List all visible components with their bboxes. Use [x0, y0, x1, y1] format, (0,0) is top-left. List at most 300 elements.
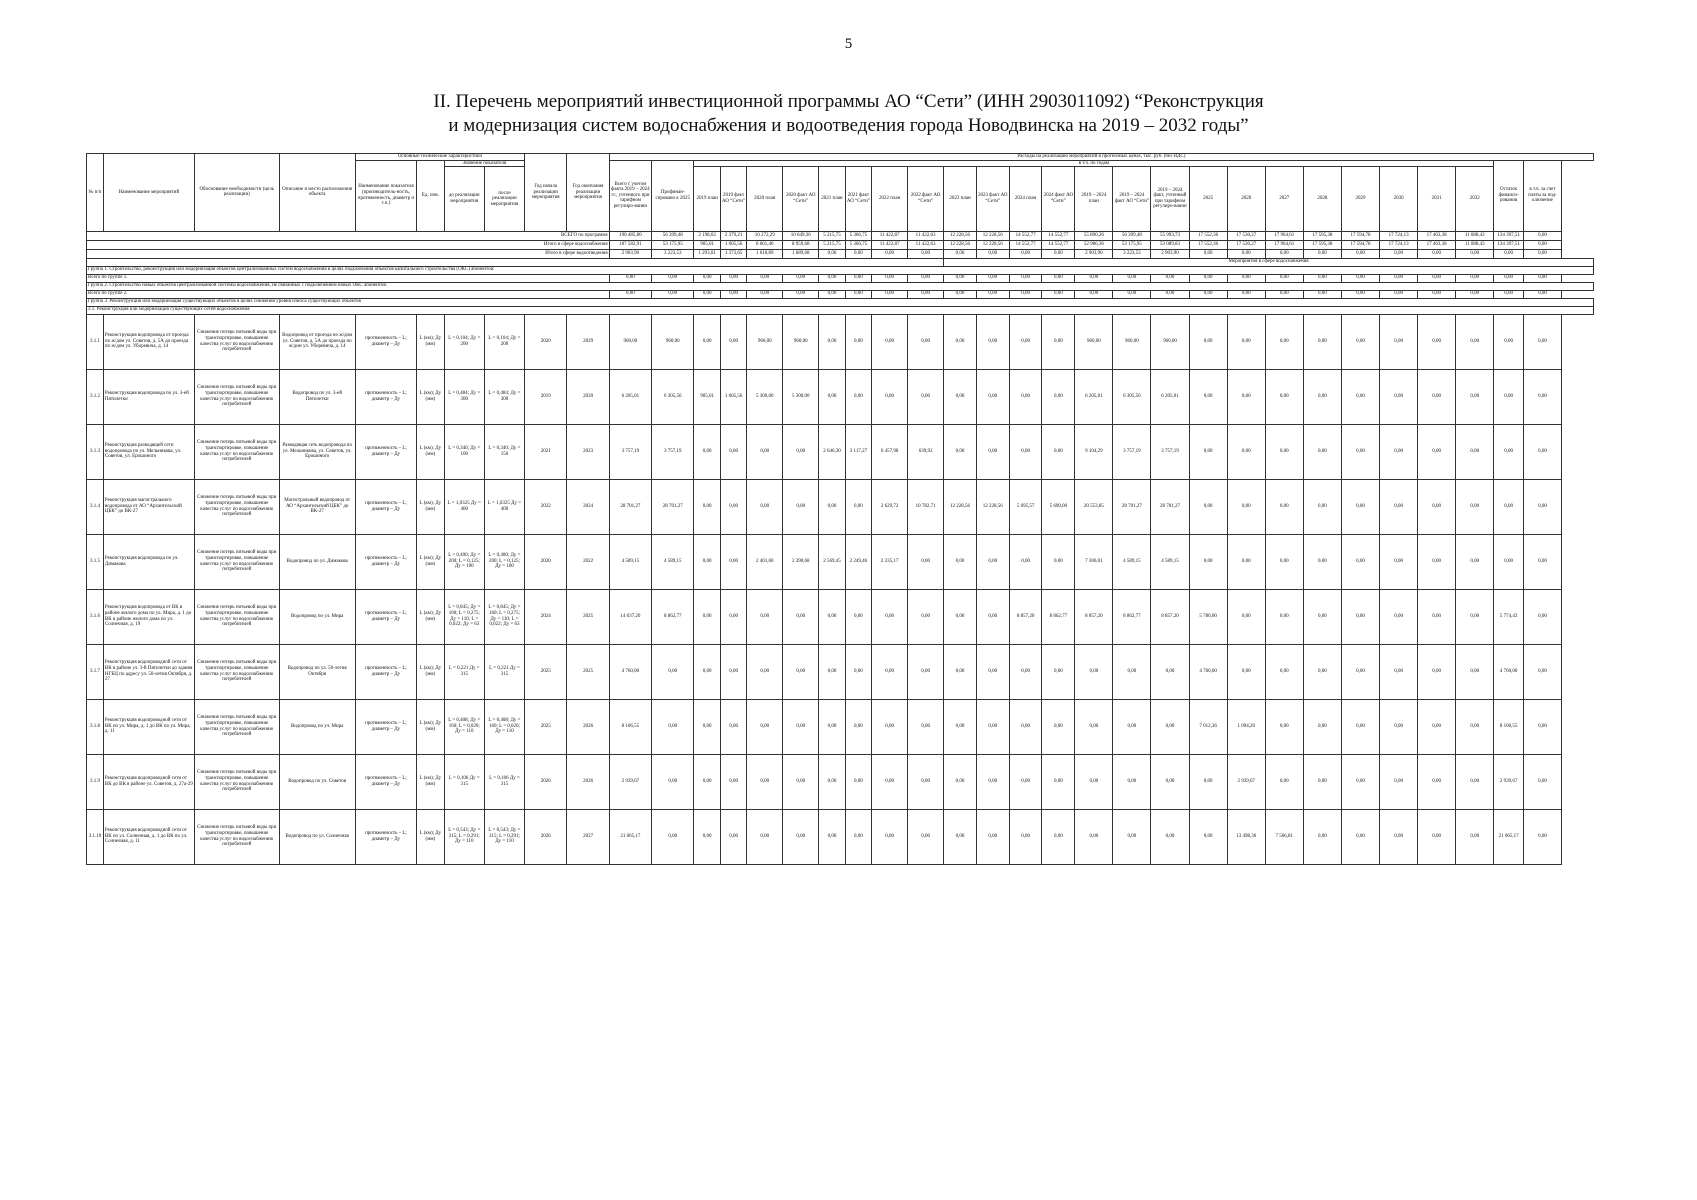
group-total-label: Всего по группе 2. — [87, 290, 610, 298]
value-cell: 0,00 — [783, 754, 819, 809]
value-cell: 0,00 — [1303, 644, 1341, 699]
value-cell: 0,00 — [1523, 809, 1561, 864]
value-cell: 28 701,27 — [609, 479, 651, 534]
row-start-year: 2026 — [525, 754, 567, 809]
value-cell: 0,00 — [1075, 644, 1113, 699]
row-end-year: 2023 — [567, 424, 609, 479]
value-cell: 0,00 — [720, 274, 746, 282]
value-cell: 134 397,51 — [1494, 231, 1524, 240]
group-1-row — [87, 266, 1594, 274]
value-cell: 5 215,75 — [819, 231, 845, 240]
value-cell: 0,00 — [1523, 424, 1561, 479]
value-cell: 17 594,78 — [1341, 240, 1379, 249]
value-cell: 960,00 — [783, 314, 819, 369]
value-cell: 0,00 — [1341, 314, 1379, 369]
value-cell: 2 249,46 — [845, 534, 871, 589]
value-cell: 0,00 — [1303, 274, 1341, 282]
value-cell: 0,00 — [1456, 369, 1494, 424]
value-cell: 0,00 — [944, 699, 977, 754]
value-cell: 960,00 — [1075, 314, 1113, 369]
value-cell: 0,00 — [1418, 699, 1456, 754]
value-cell: 0,00 — [819, 644, 845, 699]
value-cell: 0,00 — [908, 809, 944, 864]
value-cell: 0,00 — [1380, 699, 1418, 754]
row-before: L = 0,845; Ду = 160; L = 0,275; Ду = 110; L = 0,022; Ду = 63 — [444, 589, 484, 644]
value-cell: 0,00 — [609, 290, 651, 298]
value-cell: 8 661,40 — [747, 240, 783, 249]
title-line-1: II. Перечень мероприятий инвестиционной программы АО “Сети” (ИНН 2903011092) “Реконструкция — [433, 91, 1264, 112]
value-cell: 0,00 — [976, 249, 1009, 258]
value-cell: 0,00 — [652, 290, 694, 298]
table-row — [87, 424, 1594, 479]
value-cell: 14 552,77 — [1009, 240, 1042, 249]
value-cell: 5 695,57 — [1009, 479, 1042, 534]
value-cell: 0,00 — [747, 424, 783, 479]
row-before: L = 0,408; Ду = 160; L = 0,020; Ду = 110 — [444, 699, 484, 754]
value-cell: 0,00 — [1380, 754, 1418, 809]
col-year: 2020 факт АО “Сети” — [783, 167, 819, 231]
value-cell: 0,00 — [1380, 589, 1418, 644]
col-year: 2023 план — [944, 167, 977, 231]
value-cell: 187 582,91 — [609, 240, 651, 249]
value-cell: 0,00 — [694, 754, 720, 809]
value-cell: 0,00 — [694, 644, 720, 699]
value-cell: 14 552,77 — [1009, 231, 1042, 240]
value-cell: 4 589,15 — [1113, 534, 1151, 589]
row-justification: Снижение потерь питьевой воды при транспортировке, повышение качества услуг по водоснабжению потребителей — [194, 754, 279, 809]
value-cell: 56 399,48 — [1113, 231, 1151, 240]
row-after: L = 0,340; Ду = 150 — [484, 424, 524, 479]
value-cell: 0,00 — [1341, 369, 1379, 424]
value-cell: 0,00 — [720, 479, 746, 534]
col-year: 2032 — [1456, 167, 1494, 231]
col-year: 2030 — [1380, 167, 1418, 231]
title-line-2: и модернизация систем водоснабжения и водоотведения города Новодвинска на 2019 – 2032 годы” — [448, 115, 1249, 136]
value-cell: 0,00 — [1042, 369, 1075, 424]
row-before: L = 0,106 Ду = 315 — [444, 754, 484, 809]
value-cell: 20 553,85 — [1075, 479, 1113, 534]
value-cell: 7 012,36 — [1189, 699, 1227, 754]
value-cell: 0,00 — [1494, 534, 1524, 589]
row-unit: L (км); Ду (мм) — [417, 479, 445, 534]
value-cell: 0,00 — [944, 369, 977, 424]
value-cell: 0,00 — [872, 369, 908, 424]
value-cell: 8 106,55 — [609, 699, 651, 754]
value-cell: 0,00 — [1494, 479, 1524, 534]
value-cell: 0,00 — [1456, 809, 1494, 864]
value-cell: 0,00 — [1227, 424, 1265, 479]
value-cell: 0,00 — [747, 699, 783, 754]
value-cell: 0,00 — [1009, 534, 1042, 589]
value-cell: 52 986,36 — [1075, 240, 1113, 249]
value-cell: 0,00 — [976, 534, 1009, 589]
value-cell: 0,00 — [694, 314, 720, 369]
value-cell: 11 422,87 — [872, 240, 908, 249]
value-cell: 0,00 — [1418, 249, 1456, 258]
value-cell: 11 422,87 — [872, 231, 908, 240]
value-cell: 0,00 — [845, 249, 871, 258]
value-cell: 17 964,61 — [1265, 231, 1303, 240]
row-number: 3.1.1 — [87, 314, 104, 369]
value-cell: 5 300,00 — [783, 369, 819, 424]
value-cell: 0,00 — [1380, 479, 1418, 534]
row-after: L = 0,400; Ду = 200; L = 0,125; Ду = 100 — [484, 534, 524, 589]
col-year: 2021 план — [819, 167, 845, 231]
row-number: 3.1.6 — [87, 589, 104, 644]
value-cell: 5 690,00 — [1042, 479, 1075, 534]
value-cell: 0,00 — [1009, 314, 1042, 369]
value-cell: 0,00 — [819, 809, 845, 864]
value-cell: 0,00 — [652, 809, 694, 864]
value-cell: 0,00 — [1227, 644, 1265, 699]
row-end-year: 2025 — [567, 644, 609, 699]
value-cell: 0,00 — [1113, 290, 1151, 298]
value-cell: 0,00 — [1456, 534, 1494, 589]
value-cell: 0,00 — [908, 534, 944, 589]
value-cell: 0,00 — [720, 424, 746, 479]
value-cell: 6 205,01 — [609, 369, 651, 424]
row-unit: L (км); Ду (мм) — [417, 314, 445, 369]
value-cell: 0,00 — [1523, 754, 1561, 809]
col-year: 2024 план — [1009, 167, 1042, 231]
group-total-row — [87, 290, 1594, 298]
row-number: 3.1.7 — [87, 644, 104, 699]
row-name: Реконструкция водопроводной сети от ВК до ВК в районе ул. Советов, д. 27а-29 — [103, 754, 194, 809]
value-cell: 2 198,02 — [694, 231, 720, 240]
value-cell: 2 903,90 — [609, 249, 651, 258]
value-cell: 10 782,71 — [908, 479, 944, 534]
value-cell: 0,00 — [1418, 809, 1456, 864]
col-year: 2025 — [1189, 167, 1227, 231]
value-cell: 0,00 — [976, 290, 1009, 298]
value-cell: 0,00 — [908, 754, 944, 809]
value-cell: 0,00 — [783, 589, 819, 644]
value-cell: 0,00 — [1009, 274, 1042, 282]
row-unit: L (км); Ду (мм) — [417, 369, 445, 424]
value-cell: 0,00 — [976, 274, 1009, 282]
value-cell: 0,00 — [1456, 424, 1494, 479]
value-cell: 0,00 — [908, 699, 944, 754]
value-cell: 2 401,60 — [747, 534, 783, 589]
total-row — [87, 249, 1594, 258]
value-cell: 0,00 — [652, 644, 694, 699]
value-cell: 0,00 — [1009, 290, 1042, 298]
value-cell: 13 498,36 — [1227, 809, 1265, 864]
value-cell: 1 005,56 — [720, 369, 746, 424]
col-description: Описание и место расположения объекта — [279, 154, 355, 232]
table-row — [87, 699, 1594, 754]
value-cell: 0,00 — [1227, 274, 1265, 282]
row-unit: L (км); Ду (мм) — [417, 754, 445, 809]
value-cell: 0,00 — [1042, 754, 1075, 809]
value-cell: 2 629,72 — [872, 479, 908, 534]
col-param-name: Наименование показателя (производитель-ность, протяженность, диаметр и т.п.) — [355, 160, 416, 231]
row-name: Реконструкция водопровода по ул. Димакова — [103, 534, 194, 589]
value-cell: 3 757,19 — [609, 424, 651, 479]
col-no: № п/п — [87, 154, 104, 232]
value-cell: 0,00 — [1341, 249, 1379, 258]
value-cell: 0,00 — [1494, 314, 1524, 369]
value-cell: 0,00 — [944, 754, 977, 809]
value-cell: 12 228,56 — [976, 231, 1009, 240]
value-cell: 0,00 — [1418, 534, 1456, 589]
value-cell: 0,00 — [694, 424, 720, 479]
col-year: 2023 факт АО “Сети” — [976, 167, 1009, 231]
value-cell: 0,00 — [783, 699, 819, 754]
value-cell: 0,00 — [1189, 314, 1227, 369]
investment-table — [86, 153, 1594, 865]
value-cell: 3 117,27 — [845, 424, 871, 479]
value-cell: 0,00 — [720, 290, 746, 298]
value-cell: 0,00 — [1341, 479, 1379, 534]
table-row — [87, 589, 1594, 644]
value-cell: 0,00 — [872, 314, 908, 369]
value-cell: 0,00 — [819, 249, 845, 258]
row-param: протяженность – L; диаметр – Ду — [355, 369, 416, 424]
group-3-row — [87, 298, 1594, 306]
value-cell: 0,00 — [1380, 314, 1418, 369]
value-cell: 0,00 — [1042, 274, 1075, 282]
row-justification: Снижение потерь питьевой воды при транспортировке, повышение качества услуг по водоснабжению потребителей — [194, 644, 279, 699]
value-cell: 0,00 — [1341, 699, 1379, 754]
row-description: Водопровод по ул. Димакова — [279, 534, 355, 589]
row-name: Реконструкция водопровода от ВК в районе жилого дома по ул. Мира, д. 1 до ВК в районе жилого дома по ул. Солнечная, д. 19 — [103, 589, 194, 644]
row-description: Водопровод по ул. 3-ей Пятилетки — [279, 369, 355, 424]
value-cell: 2 939,67 — [609, 754, 651, 809]
value-cell: 0,00 — [720, 809, 746, 864]
value-cell: 0,00 — [845, 274, 871, 282]
subgroup-3-1-row — [87, 306, 1594, 314]
value-cell: 0,00 — [783, 644, 819, 699]
value-cell: 0,00 — [1042, 809, 1075, 864]
value-cell: 53 175,95 — [652, 240, 694, 249]
value-cell: 0,00 — [819, 754, 845, 809]
value-cell: 0,00 — [747, 644, 783, 699]
row-description: Водопровод по ул. Мира — [279, 589, 355, 644]
value-cell: 0,00 — [1303, 534, 1341, 589]
total-row — [87, 240, 1594, 249]
value-cell: 0,00 — [747, 479, 783, 534]
value-cell: 0,00 — [872, 699, 908, 754]
value-cell: 0,00 — [1456, 644, 1494, 699]
value-cell: 0,00 — [1456, 249, 1494, 258]
value-cell: 17 964,61 — [1265, 240, 1303, 249]
col-year: 2022 план — [872, 167, 908, 231]
value-cell: 7 566,81 — [1265, 809, 1303, 864]
value-cell: 0,00 — [1523, 534, 1561, 589]
value-cell: 4 760,00 — [1189, 644, 1227, 699]
row-start-year: 2019 — [525, 369, 567, 424]
col-name: Наименование мероприятий — [103, 154, 194, 232]
value-cell: 0,00 — [1456, 314, 1494, 369]
value-cell: 0,00 — [819, 699, 845, 754]
sphere-label: Мероприятия в сфере водоснабжения — [944, 258, 1594, 266]
col-year: 2027 — [1265, 167, 1303, 231]
row-unit: L (км); Ду (мм) — [417, 699, 445, 754]
value-cell: 0,00 — [1380, 809, 1418, 864]
value-cell: 6 457,98 — [872, 424, 908, 479]
row-number: 3.1.8 — [87, 699, 104, 754]
value-cell: 1 094,20 — [1227, 699, 1265, 754]
value-cell: 0,00 — [1042, 290, 1075, 298]
value-cell: 0,00 — [1341, 274, 1379, 282]
value-cell: 0,00 — [1151, 699, 1189, 754]
row-justification: Снижение потерь питьевой воды при транспортировке, повышение качества услуг по водоснабжению потребителей — [194, 534, 279, 589]
value-cell: 0,00 — [1303, 479, 1341, 534]
row-justification: Снижение потерь питьевой воды при транспортировке, повышение качества услуг по водоснабжению потребителей — [194, 369, 279, 424]
value-cell: 960,00 — [609, 314, 651, 369]
value-cell: 2 903,90 — [1075, 249, 1113, 258]
value-cell: 55 993,73 — [1151, 231, 1189, 240]
value-cell: 5 774,43 — [1494, 589, 1524, 644]
value-cell: 0,00 — [783, 290, 819, 298]
row-number: 3.1.5 — [87, 534, 104, 589]
value-cell: 17 595,38 — [1303, 231, 1341, 240]
value-cell: 0,00 — [1456, 479, 1494, 534]
col-year: 2026 — [1227, 167, 1265, 231]
value-cell: 0,00 — [1189, 534, 1227, 589]
value-cell: 0,00 — [1151, 644, 1189, 699]
value-cell: 0,00 — [872, 809, 908, 864]
value-cell: 11 422,63 — [908, 231, 944, 240]
row-after: L = 0,104; Ду = 200 — [484, 314, 524, 369]
row-description: Водопровод по ул. Советов — [279, 754, 355, 809]
value-cell: 0,00 — [1418, 644, 1456, 699]
value-cell: 0,00 — [652, 699, 694, 754]
value-cell: 17 552,36 — [1189, 240, 1227, 249]
value-cell: 0,00 — [1303, 754, 1341, 809]
row-end-year: 2026 — [567, 699, 609, 754]
row-unit: L (км); Ду (мм) — [417, 589, 445, 644]
value-cell: 28 701,27 — [652, 479, 694, 534]
value-cell: 0,00 — [1523, 589, 1561, 644]
value-cell: 11 088,43 — [1456, 240, 1494, 249]
value-cell: 0,00 — [1494, 369, 1524, 424]
value-cell: 0,00 — [1494, 424, 1524, 479]
row-after: L = 1,0325 Ду = 400 — [484, 479, 524, 534]
value-cell: 12 228,56 — [944, 231, 977, 240]
value-cell: 0,00 — [1494, 249, 1524, 258]
row-description: Водопровод по ул. Солнечная — [279, 809, 355, 864]
value-cell: 0,00 — [1113, 274, 1151, 282]
value-cell: 134 397,51 — [1494, 240, 1524, 249]
value-cell: 0,00 — [1189, 754, 1227, 809]
value-cell: 0,00 — [976, 644, 1009, 699]
value-cell: 0,00 — [1265, 424, 1303, 479]
value-cell: 0,00 — [845, 589, 871, 644]
value-cell: 8 106,55 — [1494, 699, 1524, 754]
value-cell: 55 890,26 — [1075, 231, 1113, 240]
col-costs-group: Расходы на реализацию мероприятий в прогнозных ценах, тыс. руб. (без НДС) — [609, 154, 1593, 161]
value-cell: 0,00 — [976, 699, 1009, 754]
value-cell: 0,00 — [1523, 240, 1561, 249]
col-after: после реализации мероприятия — [484, 167, 524, 231]
value-cell: 0,00 — [783, 424, 819, 479]
value-cell: 0,00 — [1380, 274, 1418, 282]
value-cell: 0,00 — [908, 644, 944, 699]
value-cell: 0,00 — [944, 589, 977, 644]
value-cell: 0,00 — [1418, 754, 1456, 809]
value-cell: 0,00 — [1189, 290, 1227, 298]
value-cell: 5 300,00 — [747, 369, 783, 424]
value-cell: 0,00 — [720, 754, 746, 809]
row-param: протяженность – L; диаметр – Ду — [355, 479, 416, 534]
row-description: Водопровод от проезда по ж/дом ул. Советов, д. 5А до проезда по ж/дом ул. Уборевича, д. 14 — [279, 314, 355, 369]
value-cell: 0,00 — [819, 479, 845, 534]
table-row — [87, 754, 1594, 809]
col-year: 2024 факт АО “Сети” — [1042, 167, 1075, 231]
value-cell: 14 552,77 — [1042, 231, 1075, 240]
value-cell: 0,00 — [872, 290, 908, 298]
row-end-year: 2027 — [567, 809, 609, 864]
col-financed: Профинан-сировано к 2025 — [652, 160, 694, 231]
col-by-years: в т.ч. по годам — [694, 160, 1494, 167]
value-cell: 1 610,89 — [747, 249, 783, 258]
value-cell: 5 780,00 — [1189, 589, 1227, 644]
value-cell: 17 724,13 — [1380, 231, 1418, 240]
value-cell: 0,00 — [1227, 589, 1265, 644]
row-justification: Снижение потерь питьевой воды при транспортировке, повышение качества услуг по водоснабжению потребителей — [194, 589, 279, 644]
value-cell: 0,00 — [1456, 754, 1494, 809]
value-cell: 0,00 — [976, 369, 1009, 424]
value-cell: 0,00 — [1418, 589, 1456, 644]
value-cell: 3 757,19 — [1151, 424, 1189, 479]
col-before: до реализации мероприятия — [444, 167, 484, 231]
value-cell: 0,00 — [1303, 369, 1341, 424]
value-cell: 2 939,67 — [1227, 754, 1265, 809]
value-cell: 28 701,27 — [1151, 479, 1189, 534]
total-label: ВСЕГО по программе — [87, 231, 610, 240]
col-incl-note: в т.ч. за счет платы за под-ключение — [1523, 160, 1561, 231]
value-cell: 0,00 — [1042, 699, 1075, 754]
row-end-year: 2026 — [567, 754, 609, 809]
value-cell: 0,00 — [1265, 369, 1303, 424]
group-3-row-label: Группа 3. Реконструкция или модернизация существующих объектов в целях снижения уровня износа существующих объектов — [87, 298, 1594, 306]
value-cell: 0,00 — [1009, 699, 1042, 754]
value-cell: 0,00 — [1494, 274, 1524, 282]
value-cell: 0,00 — [1189, 479, 1227, 534]
col-year: 2019 факт АО “Сети” — [720, 167, 746, 231]
col-year: 2029 — [1341, 167, 1379, 231]
value-cell: 0,00 — [747, 589, 783, 644]
value-cell: 1 373,65 — [720, 249, 746, 258]
value-cell: 0,00 — [1303, 290, 1341, 298]
row-after: L = 0,543; Ду = 315; L = 0,291; Ду = 110 — [484, 809, 524, 864]
row-before: L = 0,400; Ду = 200; L = 0,125; Ду = 100 — [444, 534, 484, 589]
row-param: протяженность – L; диаметр – Ду — [355, 809, 416, 864]
value-cell: 0,00 — [1523, 231, 1561, 240]
value-cell: 0,00 — [1418, 479, 1456, 534]
value-cell: 0,00 — [1303, 589, 1341, 644]
value-cell: 2 646,30 — [819, 424, 845, 479]
group-2-row-label: Группа 2. Строительство новых объектов централизованной системы водоснабжения, не связанных с подключением новых ОКС абонентов: — [87, 282, 1594, 290]
value-cell: 0,00 — [944, 290, 977, 298]
row-param: протяженность – L; диаметр – Ду — [355, 644, 416, 699]
value-cell: 0,00 — [1523, 369, 1561, 424]
value-cell: 4 589,15 — [652, 534, 694, 589]
row-before: L = 0,484; Ду = 300 — [444, 369, 484, 424]
value-cell: 0,00 — [1456, 589, 1494, 644]
value-cell: 12 228,56 — [976, 240, 1009, 249]
table-row — [87, 534, 1594, 589]
group-total-row — [87, 274, 1594, 282]
value-cell: 2 379,21 — [720, 231, 746, 240]
value-cell: 8 862,77 — [652, 589, 694, 644]
row-number: 3.1.2 — [87, 369, 104, 424]
value-cell: 1 293,01 — [694, 249, 720, 258]
subgroup-3-1-row-label: 3.1. Реконструкция или модернизация существующих сетей водоснабжения — [87, 306, 1594, 314]
value-cell: 0,00 — [1113, 699, 1151, 754]
